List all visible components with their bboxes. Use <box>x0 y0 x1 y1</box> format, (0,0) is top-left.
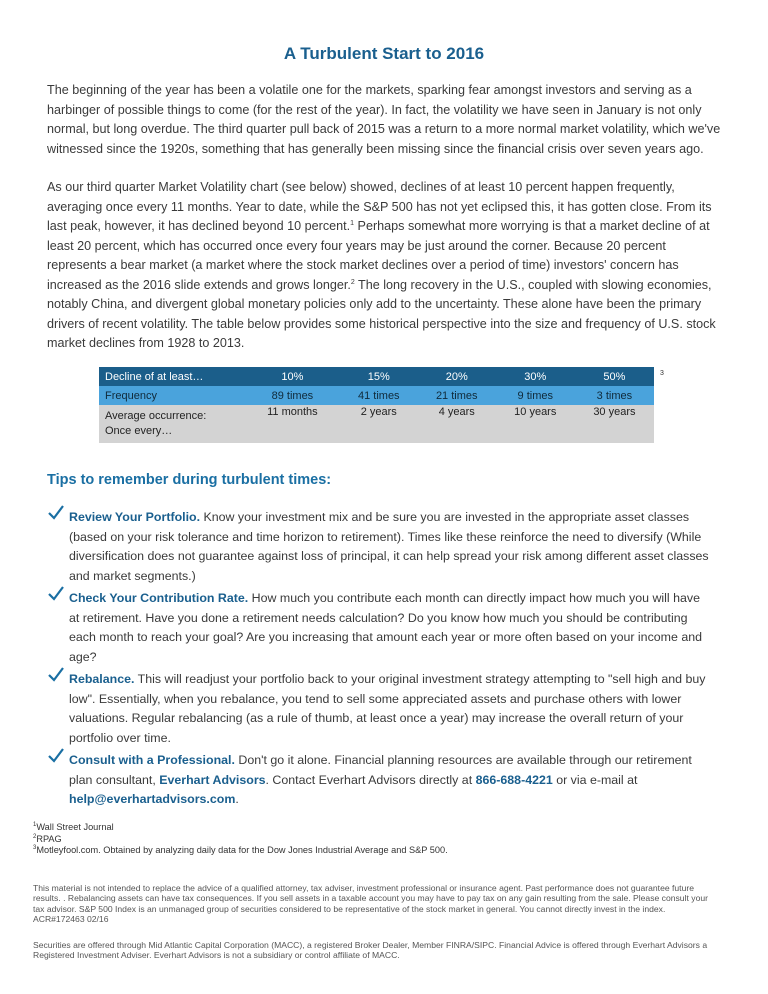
disclaimer-legal: This material is not intended to replace the advice of a qualified attorney, tax adviser, investment professional or insurance agent. Past performance does not guarantee future results. . Rebalancing assets can have tax consequences. If you sell assets in a taxable account you may have to pay tax on any gain resulting from the sale. Please consult your tax advisor. S&P 500 Index is an unmanaged group of securities considered to be representative of the stock market in general. You cannot directly invest in the index. ACR#172463 02/16 <box>33 883 708 925</box>
table-cell: 41 times <box>340 386 418 405</box>
market-decline-table <box>99 367 654 443</box>
tip-text <box>69 751 709 810</box>
footnote-item <box>33 822 448 834</box>
footnote-item <box>33 845 448 857</box>
table-header-cell: 30% <box>496 367 575 386</box>
footnote-marker: 2 <box>33 833 37 840</box>
checkmark-icon <box>47 585 65 603</box>
tip-text <box>69 670 709 748</box>
table-cell: 89 times <box>245 386 340 405</box>
footnote-marker: 1 <box>33 821 37 828</box>
table-cell: 9 times <box>496 386 575 405</box>
tip-description: Know your investment mix and be sure you are invested in the appropriate asset classes (based on your risk tolerance and time horizon to retirement). Times like these reinforce the need to diversify (While diversification does not guarantee against loss of principal, it can help spread your risk among different asset classes and market segments.) <box>69 510 709 583</box>
table-header-cell: 15% <box>340 367 418 386</box>
checkmark-icon <box>47 666 65 684</box>
footnote-marker: 3 <box>33 844 37 851</box>
footnote-item <box>33 834 448 846</box>
table-header-cell: 20% <box>418 367 496 386</box>
table-cell: 2 years <box>340 405 418 443</box>
footnotes <box>33 822 448 857</box>
intro-paragraph-2 <box>47 178 727 354</box>
footnote-ref-2: 2 <box>350 278 355 286</box>
average-label-line-2: Once every… <box>105 425 173 437</box>
company-name: Everhart Advisors <box>159 772 266 787</box>
tip-title: Review Your Portfolio. <box>69 510 201 524</box>
table-row-frequency <box>99 386 654 405</box>
intro-paragraph-1: The beginning of the year has been a volatile one for the markets, sparking fear amongst investors and serving as a harbinger of possible things to come (for the rest of the year). In fact, the volatility we have seen in January is not only normal, but long overdue. The third quarter pull back of 2015 was a return to a more normal market volatility, which we've witnessed since the 1920s, something that has generally been missing since the financial crisis over seven years ago. <box>47 83 721 156</box>
table-cell: Frequency <box>99 386 245 405</box>
table-header-cell: 10% <box>245 367 340 386</box>
tip-text <box>69 589 709 667</box>
tip-description: This will readjust your portfolio back to your original investment strategy attempting to "sell high and buy low". Essentially, when you rebalance, you tend to sell some appreciated assets and purchase others with lower valuations. Regular rebalancing (as a rule of thumb, at least once a year) may increase the overall return of your portfolio over time. <box>69 672 706 745</box>
table-cell: 11 months <box>245 405 340 443</box>
checkmark-icon <box>47 504 65 522</box>
footnote-ref-1: 1 <box>350 219 355 227</box>
disclaimer-securities: Securities are offered through Mid Atlantic Capital Corporation (MACC), a registered Broker Dealer, Member FINRA/SIPC. Financial Advice is offered through Everhart Advisors a Registered Investment Adviser. Everhart Advisors is not a subsidiary or control affiliate of MACC. <box>33 940 708 961</box>
tip-description: . Contact Everhart Advisors directly at <box>265 772 476 787</box>
footnote-text: RPAG <box>36 833 62 844</box>
tips-heading: Tips to remember during turbulent times: <box>47 472 332 488</box>
tip-description: Don't go it alone. Financial planning resources are available through our retirement plan consultant, <box>69 753 692 787</box>
footnote-text: Wall Street Journal <box>36 822 114 832</box>
tip-description: or via e-mail at <box>552 772 638 787</box>
tip-description: . <box>235 792 239 806</box>
table-header-cell: Decline of at least… <box>99 367 245 386</box>
tip-title: Check Your Contribution Rate. <box>69 591 249 605</box>
phone-number-link[interactable]: 866-688-4221 <box>475 772 553 787</box>
tip-text <box>69 508 709 586</box>
table-row-average <box>99 405 654 443</box>
page-title: A Turbulent Start to 2016 <box>283 44 485 63</box>
table-cell: 10 years <box>496 405 575 443</box>
tip-description: How much you contribute each month can directly impact how much you will have at retirement. Have you done a retirement needs calculation? Do you know how much you should be contributing each month to reach your goal? Are you increasing that amount each year or more often based on your income and age? <box>69 591 702 664</box>
average-label-line-1: Average occurrence: <box>105 410 207 422</box>
table-header-row <box>99 367 654 386</box>
table-cell: 4 years <box>418 405 496 443</box>
email-link[interactable]: help@everhartadvisors.com <box>69 792 236 806</box>
table-header-cell: 50% <box>575 367 654 386</box>
table-footnote-ref: 3 <box>660 370 664 377</box>
intro-paragraph-2-part3: The long recovery in the U.S., coupled with slowing economies, notably China, and divergent global monetary policies only add to the uncertainty. These alone have been the primary drivers of recent volatility. The table below provides some historical perspective into the size and frequency of U.S. stock market declines from 1928 to 2013. <box>47 277 716 350</box>
intro-paragraph-2-part1: As our third quarter Market Volatility chart (see below) showed, declines of at least 10 percent happen frequently, averaging once every 11 months. Year to date, while the S&P 500 has not yet eclipsed this, it has gotten close. From its last peak, however, it has declined beyond 10 percent. <box>47 180 712 233</box>
table-cell: 21 times <box>418 386 496 405</box>
table-cell <box>99 405 245 443</box>
footnote-text: Motleyfool.com. Obtained by analyzing daily data for the Dow Jones Industrial Average and S&P 500. <box>36 845 448 855</box>
tip-title: Consult with a Professional. <box>69 753 235 767</box>
checkmark-icon <box>47 747 65 765</box>
intro-paragraph-2-part2: Perhaps somewhat more worrying is that a market decline of at least 20 percent, which has occurred once every four years may be just around the corner. Because 20 percent represents a bear market (a market where the stock market declines over a period of time) investors' concern has increased as the 2016 slide extends and grows longer. <box>47 219 710 292</box>
table-cell: 3 times <box>575 386 654 405</box>
tip-title: Rebalance. <box>69 672 135 686</box>
table-cell: 30 years <box>575 405 654 443</box>
